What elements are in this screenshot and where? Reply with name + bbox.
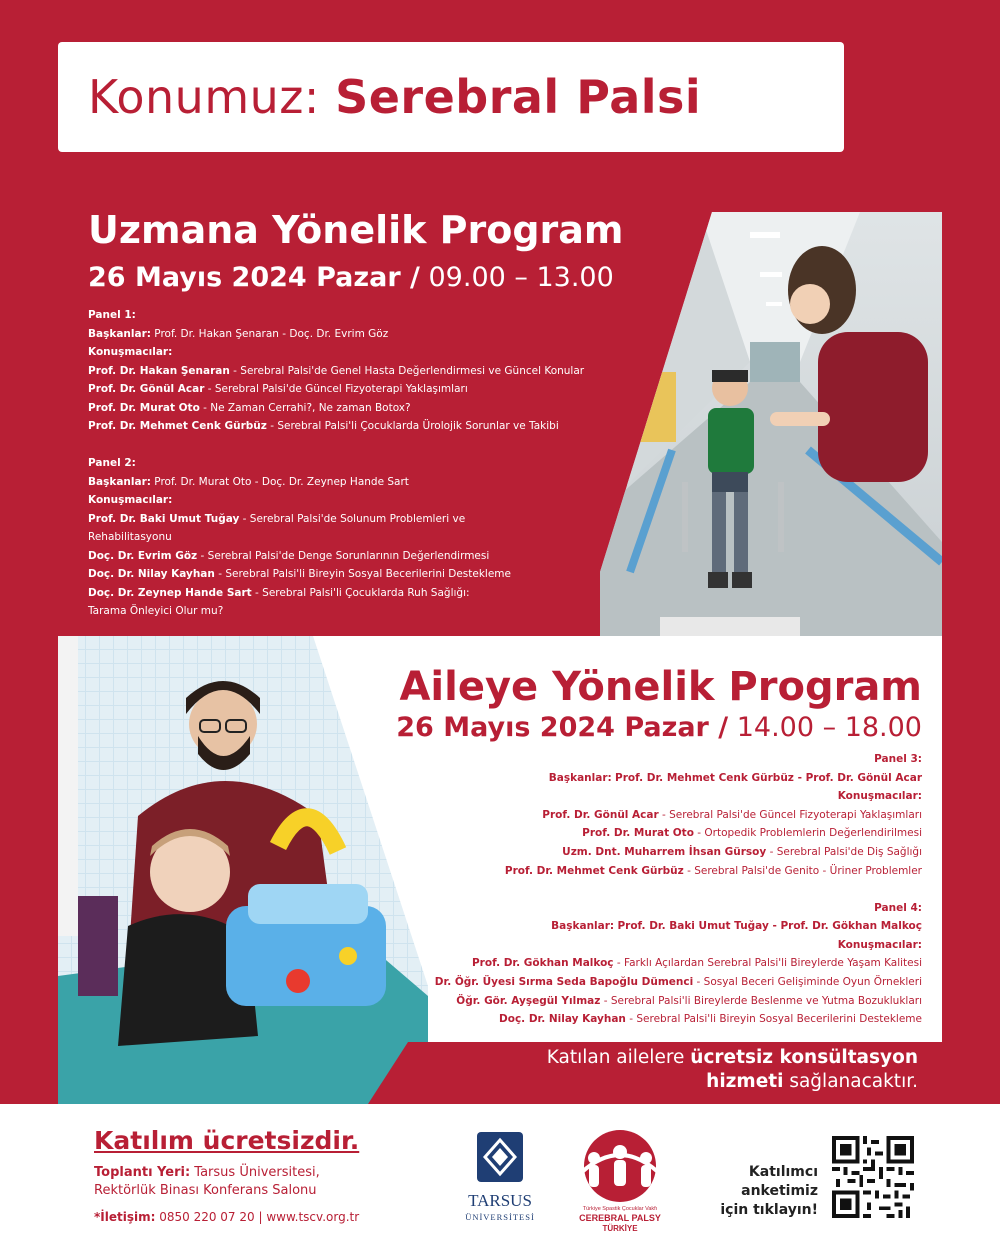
title-box bbox=[58, 42, 844, 152]
talk-item: Doç. Dr. Nilay Kayhan - Serebral Palsi'li Bireyin Sosyal Becerilerini Destekleme bbox=[88, 568, 511, 580]
program1-date-day: 26 Mayıs 2024 Pazar / bbox=[88, 262, 420, 293]
program1-panels bbox=[88, 306, 648, 621]
talk-item: Öğr. Gör. Ayşegül Yılmaz - Serebral Palsi'li Bireylerde Beslenme ve Yutma Bozuklukları bbox=[456, 994, 922, 1007]
talk-item: Dr. Öğr. Üyesi Sırma Seda Bapoğlu Dümenci - Sosyal Beceri Gelişiminde Oyun Örnekleri bbox=[434, 976, 922, 989]
talk-item: Prof. Dr. Gönül Acar - Serebral Palsi'de Güncel Fizyoterapi Yaklaşımları bbox=[542, 808, 922, 821]
panel1-speakers-label: Konuşmacılar: bbox=[88, 346, 173, 358]
talk-item-continuation: Rehabilitasyonu bbox=[88, 531, 172, 543]
program2-heading: Aileye Yönelik Program bbox=[399, 664, 922, 710]
panel2-chairs: Başkanlar: Prof. Dr. Murat Oto - Doç. Dr. Zeynep Hande Sart bbox=[88, 475, 409, 488]
qr-code-icon[interactable] bbox=[832, 1136, 914, 1218]
title-prefix: Konumuz: bbox=[88, 70, 320, 124]
program1-heading: Uzmana Yönelik Program bbox=[88, 208, 624, 252]
talk-item: Doç. Dr. Evrim Göz - Serebral Palsi'de Denge Sorunlarının Değerlendirmesi bbox=[88, 549, 490, 562]
panel4-speakers-label: Konuşmacılar: bbox=[837, 938, 922, 951]
cerebral-palsy-foundation-logo bbox=[562, 1128, 678, 1234]
panel2-title: Panel 2: bbox=[88, 457, 136, 469]
program2-time: 14.00 – 18.00 bbox=[736, 712, 922, 743]
panel4-chairs: Başkanlar: Prof. Dr. Baki Umut Tuğay - Prof. Dr. Gökhan Malkoç bbox=[551, 920, 922, 933]
page-title bbox=[88, 70, 701, 124]
svg-text:CEREBRAL PALSY: CEREBRAL PALSY bbox=[579, 1213, 661, 1223]
photo-walker-therapy bbox=[600, 212, 942, 638]
program1-date bbox=[88, 262, 614, 293]
panel4-title: Panel 4: bbox=[874, 901, 922, 914]
program1-time: 09.00 – 13.00 bbox=[428, 262, 614, 293]
talk-item: Prof. Dr. Mehmet Cenk Gürbüz - Serebral Palsi'de Genito - Üriner Problemler bbox=[504, 864, 922, 877]
program2-panels bbox=[362, 750, 922, 1029]
svg-text:TÜRKİYE: TÜRKİYE bbox=[602, 1224, 638, 1233]
tarsus-university-logo bbox=[455, 1130, 545, 1230]
talk-item: Prof. Dr. Mehmet Cenk Gürbüz - Serebral Palsi'li Çocuklarda Ürolojik Sorunlar ve Takibi bbox=[88, 420, 559, 432]
svg-text:TARSUS: TARSUS bbox=[468, 1191, 532, 1210]
panel3-speakers-label: Konuşmacılar: bbox=[837, 790, 922, 803]
talk-item: Doç. Dr. Nilay Kayhan - Serebral Palsi'li Bireyin Sosyal Becerilerini Destekleme bbox=[499, 1013, 922, 1026]
venue-info: Toplantı Yeri: Tarsus Üniversitesi, Rektörlük Binası Konferans Salonu bbox=[94, 1165, 320, 1198]
svg-text:Türkiye Spastik Çocuklar Vakfı: Türkiye Spastik Çocuklar Vakfı bbox=[582, 1206, 658, 1212]
title-topic: Serebral Palsi bbox=[335, 70, 702, 124]
talk-item: Uzm. Dnt. Muharrem İhsan Gürsoy - Serebral Palsi'de Diş Sağlığı bbox=[562, 845, 922, 858]
panel1-chairs: Başkanlar: Prof. Dr. Hakan Şenaran - Doç. Dr. Evrim Göz bbox=[88, 327, 389, 340]
panel3-chairs: Başkanlar: Prof. Dr. Mehmet Cenk Gürbüz - Prof. Dr. Gönül Acar bbox=[548, 771, 922, 784]
program2-date-day: 26 Mayıs 2024 Pazar / bbox=[396, 712, 729, 743]
svg-text:ÜNİVERSİTESİ: ÜNİVERSİTESİ bbox=[465, 1212, 535, 1222]
program2-date bbox=[396, 712, 922, 743]
talk-item: Prof. Dr. Gönül Acar - Serebral Palsi'de Güncel Fizyoterapi Yaklaşımları bbox=[88, 383, 468, 395]
talk-item: Prof. Dr. Gökhan Malkoç - Farklı Açılardan Serebral Palsi'li Bireylerde Yaşam Kalitesi bbox=[471, 957, 922, 970]
talk-item: Prof. Dr. Hakan Şenaran - Serebral Palsi'de Genel Hasta Değerlendirmesi ve Güncel Konular bbox=[88, 364, 585, 377]
panel3-title: Panel 3: bbox=[874, 753, 922, 765]
free-attendance-heading: Katılım ücretsizdir. bbox=[94, 1126, 360, 1155]
talk-item: Doç. Dr. Zeynep Hande Sart - Serebral Palsi'li Çocuklarda Ruh Sağlığı: bbox=[88, 586, 470, 599]
contact-info: *İletişim: 0850 220 07 20 | www.tscv.org.tr bbox=[94, 1210, 360, 1224]
panel2-speakers-label: Konuşmacılar: bbox=[88, 494, 173, 506]
talk-item: Prof. Dr. Baki Umut Tuğay - Serebral Palsi'de Solunum Problemleri ve bbox=[88, 512, 466, 525]
consultation-note: Katılan ailelere ücretsiz konsültasyon hizmeti sağlanacaktır. bbox=[546, 1047, 918, 1092]
talk-item: Prof. Dr. Murat Oto - Ortopedik Problemlerin Değerlendirilmesi bbox=[582, 827, 922, 840]
talk-item: Prof. Dr. Murat Oto - Ne Zaman Cerrahi?, Ne zaman Botox? bbox=[88, 401, 411, 414]
panel1-title: Panel 1: bbox=[88, 309, 136, 321]
survey-link[interactable]: Katılımcı anketimiz için tıklayın! bbox=[720, 1164, 818, 1218]
talk-item-continuation: Tarama Önleyici Olur mu? bbox=[88, 605, 224, 617]
